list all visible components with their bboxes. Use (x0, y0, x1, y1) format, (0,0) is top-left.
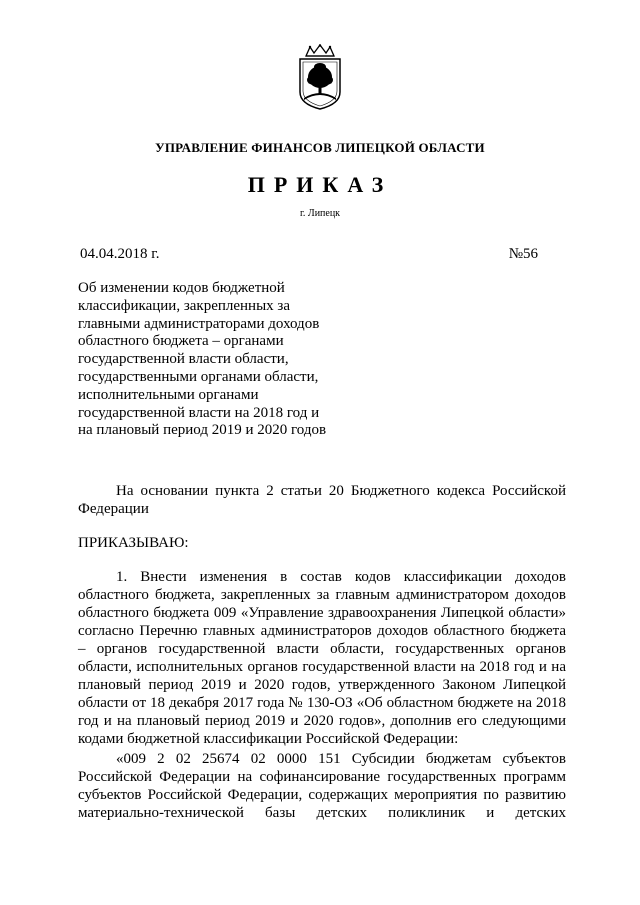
document-date: 04.04.2018 г. (80, 246, 160, 262)
budget-code-entry: «009 2 02 25674 02 0000 151 Субсидии бюджетам субъектов Российской Федерации на софинансирование государственных программ субъектов Российской Федерации, содержащих мероприятия по развитию материально-технической базы детских поликлиник и детских (78, 751, 566, 821)
organization-name: УПРАВЛЕНИЕ ФИНАНСОВ ЛИПЕЦКОЙ ОБЛАСТИ (155, 140, 485, 155)
order-heading: ПРИКАЗЫВАЮ: (78, 535, 189, 551)
document-number: №56 (508, 246, 538, 262)
legal-basis-paragraph: На основании пункта 2 статьи 20 Бюджетного кодекса Российской Федерации (78, 483, 566, 517)
order-item-1: 1. Внести изменения в состав кодов классификации доходов областного бюджета, закрепленных за главным администратором доходов областного бюджета 009 «Управление здравоохранения Липецкой области» согласно Перечню главных администраторов доходов областного бюджета – органов государственной власти области, государственных органов области, исполнительных органов государственной власти на 2018 год и на плановый период 2019 и 2020 годов, утвержденного Законом Липецкой области от 18 декабря 2017 года № 130-ОЗ «Об областном бюджете на 2018 год и на плановый период 2019 и 2020 годов», дополнив его следующими кодами бюджетной классификации Российской Федерации: (78, 569, 566, 747)
coat-of-arms-icon (296, 44, 344, 110)
city: г. Липецк (299, 208, 341, 219)
document-type: ПРИКАЗ (247, 172, 393, 197)
document-subject: Об изменении кодов бюджетной классификации, закрепленных за главными администраторами доходов областного бюджета – органами государственной власти области, государственными органами области, исполнительными органами государственной власти на 2018 год и на плановый период 2019 и 2020 годов (78, 280, 327, 439)
